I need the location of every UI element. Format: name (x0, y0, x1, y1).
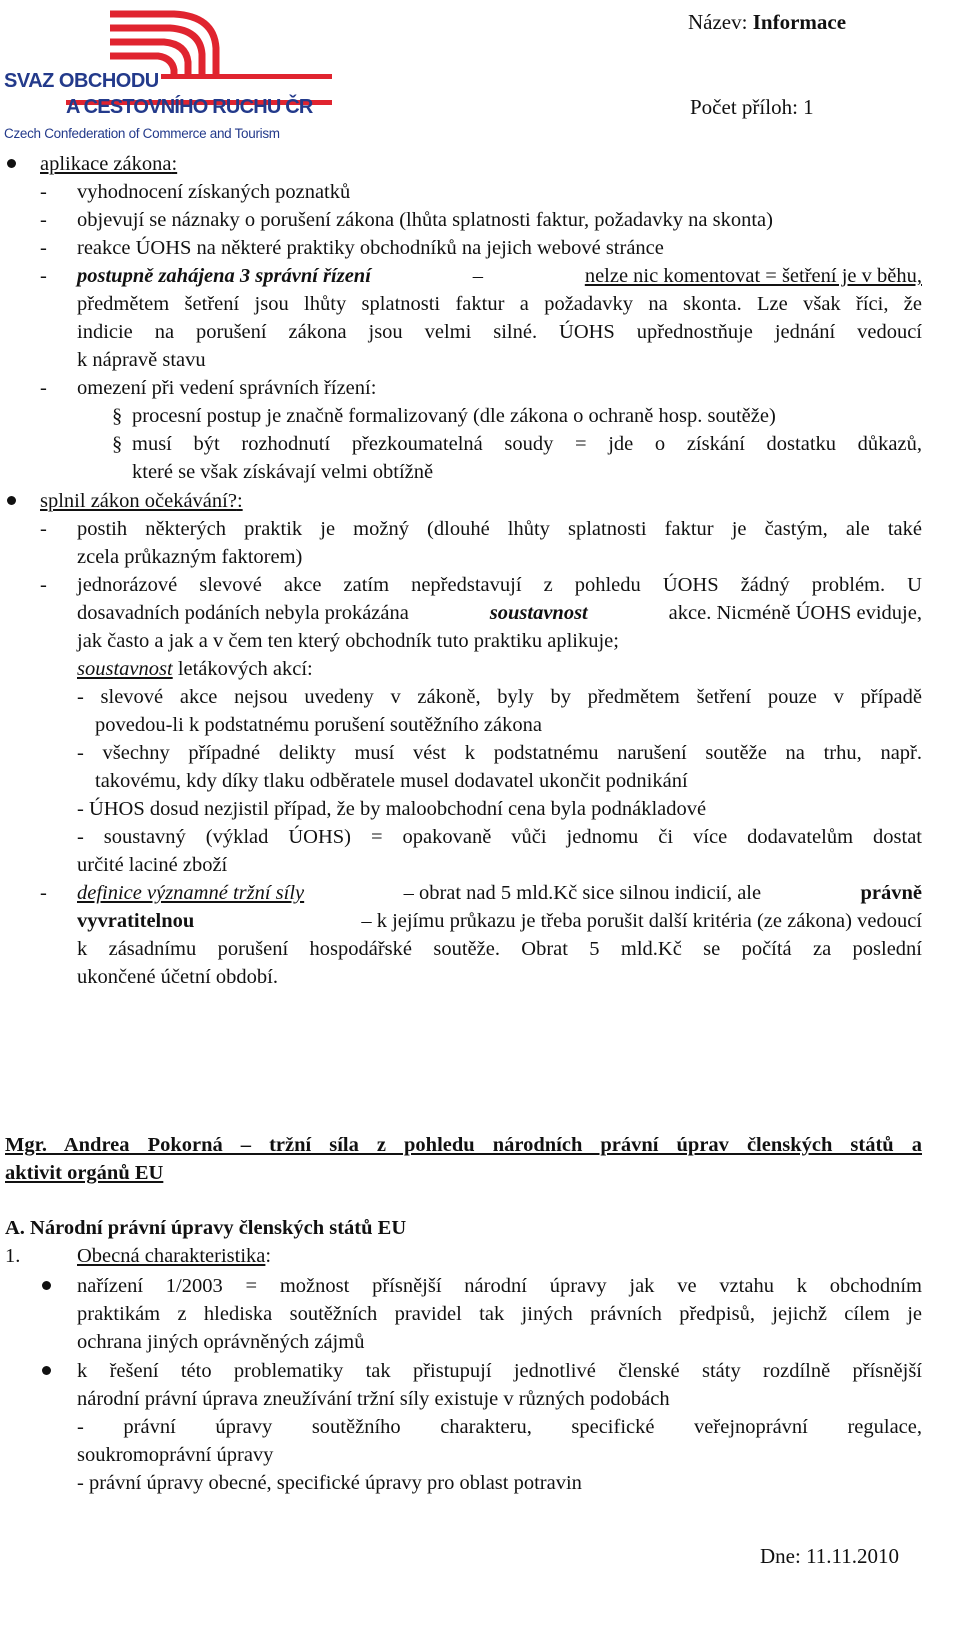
document-date: Dne: 11.11.2010 (760, 1544, 900, 1568)
expectation-item2-l3: jak často a jak a v čem ten který obchodník tuto praktiku aplikuje; (77, 630, 619, 652)
logo-line2: A CESTOVNÍHO RUCHU ČR (66, 96, 313, 118)
proceedings-line4: k nápravě stavu (77, 349, 206, 371)
general-characteristics: Obecná charakteristika: (77, 1245, 272, 1267)
list-item: reakce ÚOHS na některé praktiky obchodníků na jejich webové stránce (77, 237, 664, 259)
bullet-icon (42, 1366, 51, 1375)
regulation-l3: ochrana jiných oprávněných zájmů (77, 1331, 365, 1353)
definition-l4: ukončené účetní období. (77, 966, 278, 988)
bullet-icon (7, 159, 16, 168)
market-power-definition: definice významné tržní síly (77, 882, 305, 904)
proceedings-line2: předmětem šetření jsou lhůty splatnosti faktur a požadavky na skonta. Lze však říci, že (77, 293, 922, 315)
section2-heading: splnil zákon očekávání?: (40, 490, 243, 512)
regulation-l1: nařízení 1/2003 = možnost přísnější národní úpravy jak ve vztahu k obchodním (77, 1275, 922, 1297)
flyer-sub4-l2: určité laciné zboží (77, 854, 228, 876)
document-name-value: Informace (752, 10, 847, 34)
section-a-heading: A. Národní právní úpravy členských států EU (5, 1217, 407, 1239)
expectation-item2-l4: soustavnost letákových akcí: (77, 658, 313, 680)
definition-l3: k zásadnímu porušení hospodářské soutěže. Obrat 5 mld.Kč se počítá za poslední (77, 938, 922, 960)
limits-title: omezení při vedení správních řízení: (77, 377, 377, 399)
proceedings-comment: nelze nic komentovat = šetření je v běhu, (584, 265, 922, 287)
proceedings-line1: postupně zahájena 3 správní řízení – nelze nic komentovat = šetření je v běhu, (77, 262, 922, 290)
limits-sub1: procesní postup je značně formalizovaný (dle zákona o ochraně hosp. soutěže) (132, 405, 776, 427)
expectation-item2-l2: dosavadních podáních nebyla prokázána soustavnost akce. Nicméně ÚOHS eviduje, (77, 599, 922, 627)
flyer-sub4-l1: - soustavný (výklad ÚOHS) = opakovaně vůči jednomu či více dodavatelům dostat (77, 826, 922, 848)
section-sign-icon: § (112, 405, 123, 427)
definition-l1: definice významné tržní síly – obrat nad 5 mld.Kč sice silnou indicií, ale právně (77, 879, 922, 907)
member-states-l2: národní právní úprava zneužívání tržní síly existuje v různých podobách (77, 1388, 670, 1410)
logo-line3: Czech Confederation of Commerce and Tourism (4, 126, 280, 141)
speaker-title-l1: Mgr. Andrea Pokorná – tržní síla z pohledu národních právní úprav členských států a (5, 1134, 922, 1156)
limits-sub2-l2: které se však získávají velmi obtížně (132, 461, 434, 483)
logo-stripes-icon (104, 8, 224, 78)
member-states-sub2: - právní úpravy obecné, specifické úpravy pro oblast potravin (77, 1472, 582, 1494)
continuity-term: soustavnost (489, 602, 588, 624)
proceedings-started: postupně zahájena 3 správní řízení (77, 265, 371, 287)
document-name (688, 8, 846, 36)
definition-l2: vyvratitelnou – k jejímu průkazu je třeba porušit další kritéria (ze zákona) vedoucí (77, 910, 922, 932)
flyer-sub3: - ÚHOS dosud nezjistil případ, že by maloobchodní cena byla podnákladové (77, 798, 707, 820)
bullet-icon (42, 1281, 51, 1290)
logo (4, 8, 334, 144)
limits-sub2-l1: musí být rozhodnutí přezkoumatelná soudy = jde o získání dostatku důkazů, (132, 433, 922, 455)
list-item: vyhodnocení získaných poznatků (77, 181, 351, 203)
member-states-sub1-l1: - právní úpravy soutěžního charakteru, specifické veřejnoprávní regulace, (77, 1416, 922, 1438)
numbered-item-number: 1. (5, 1245, 21, 1267)
bullet-icon (7, 496, 16, 505)
proceedings-line3: indicie na porušení zákona jsou velmi silné. ÚOHS upřednostňuje jednání vedoucí (77, 321, 922, 343)
expectation-item2-l1: jednorázové slevové akce zatím nepředstavují z pohledu ÚOHS žádný problém. U (77, 574, 922, 596)
expectation-item1-l1: postih některých praktik je možný (dlouhé lhůty splatnosti faktur je častým, ale také (77, 518, 922, 540)
document-name-label: Název: (688, 10, 748, 34)
logo-line1: SVAZ OBCHODU (4, 70, 159, 92)
flyer-sub2-l2: takovému, kdy díky tlaku odběratele musel dodavatel ukončit podnikání (95, 770, 688, 792)
section1-heading: aplikace zákona: (40, 153, 178, 175)
expectation-item1-l2: zcela průkazným faktorem) (77, 546, 303, 568)
attachments-count: Počet příloh: 1 (690, 95, 814, 119)
regulation-l2: praktikám z hlediska soutěžních pravidel tak jiných právních předpisů, jejichž cílem je (77, 1303, 922, 1325)
member-states-sub1-l2: soukromoprávní úpravy (77, 1444, 274, 1466)
section-sign-icon: § (112, 433, 123, 455)
list-item: objevují se náznaky o porušení zákona (lhůta splatnosti faktur, požadavky na skonta) (77, 209, 773, 231)
flyer-sub2-l1: - všechny případné delikty musí vést k podstatnému narušení soutěže na trhu, např. (77, 742, 922, 764)
flyer-sub1-l1: - slevové akce nejsou uvedeny v zákoně, byly by předmětem šetření pouze v případě (77, 686, 922, 708)
member-states-l1: k řešení této problematiky tak přistupují jednotlivé členské státy rozdílně přísnější (77, 1360, 922, 1382)
speaker-title-l2: aktivit orgánů EU (5, 1162, 164, 1184)
flyer-sub1-l2: povedou-li k podstatnému porušení soutěžního zákona (95, 714, 542, 736)
